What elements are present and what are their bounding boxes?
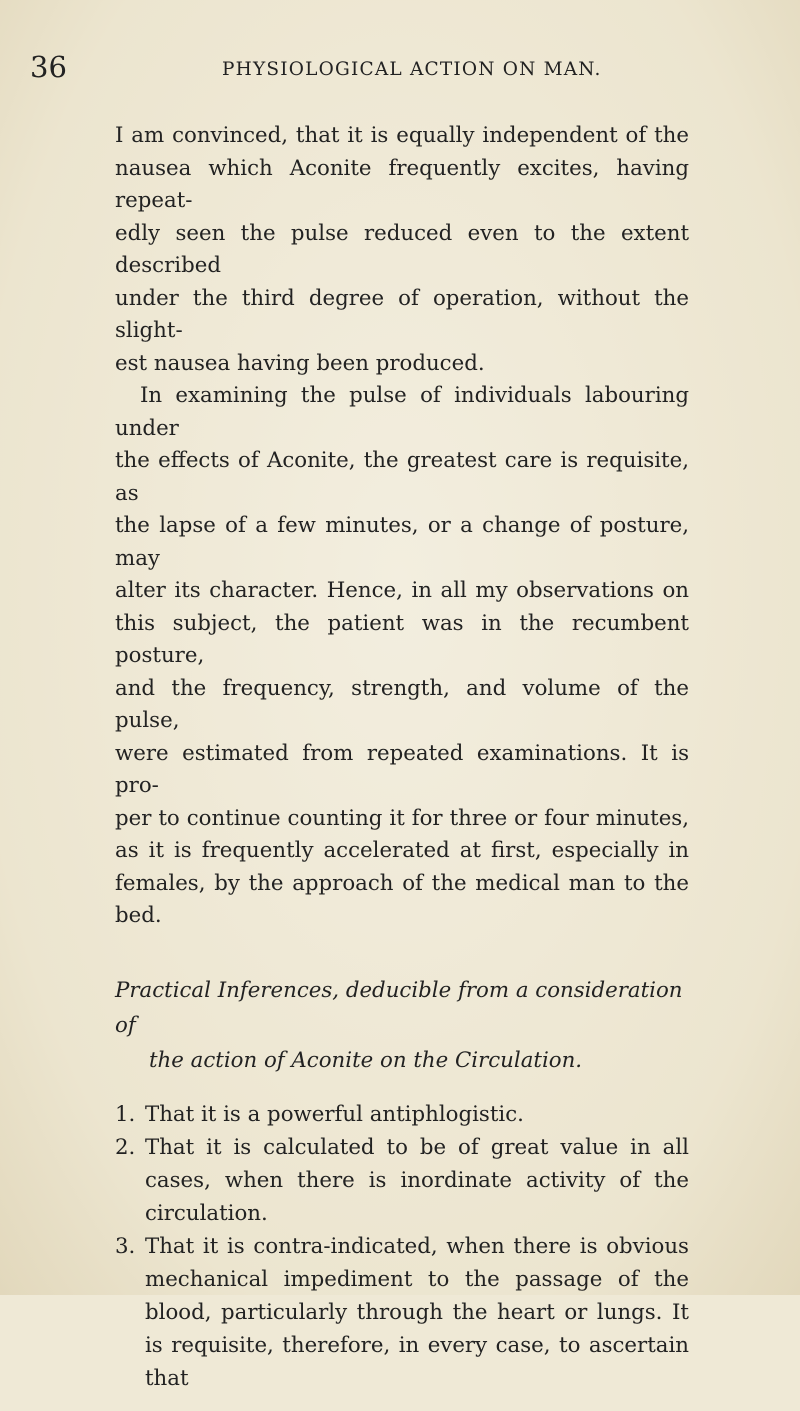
section-heading-line-2: the action of Aconite on the Circulation. xyxy=(149,1047,583,1073)
text-line: In examining the pulse of individuals labouring under xyxy=(115,383,689,441)
text-line: per to continue counting it for three or four minutes, xyxy=(115,805,689,831)
section-heading-line-1: Practical Inferences, deducible from a consideration of xyxy=(115,977,683,1038)
running-head: PHYSIOLOGICAL ACTION ON MAN. xyxy=(222,59,602,80)
text-line: bed. xyxy=(115,903,162,928)
list-item xyxy=(115,1230,689,1395)
text-line: and the frequency, strength, and volume of the pulse, xyxy=(115,675,689,733)
paragraph-1 xyxy=(115,120,689,380)
text-line: the lapse of a few minutes, or a change of posture, may xyxy=(115,513,689,571)
section-heading xyxy=(115,973,689,1078)
text-line: nausea which Aconite frequently excites, having repeat- xyxy=(115,155,689,213)
text-line: under the third degree of operation, without the slight- xyxy=(115,285,689,343)
text-line: the effects of Aconite, the greatest care is requisite, as xyxy=(115,448,689,506)
text-line: females, by the approach of the medical man to the xyxy=(115,870,689,896)
page-number: 36 xyxy=(30,50,67,84)
list-item-number: 3. xyxy=(115,1233,136,1259)
list-item-number: 2. xyxy=(115,1134,136,1160)
text-line: this subject, the patient was in the recumbent posture, xyxy=(115,610,689,668)
page-header xyxy=(30,50,730,84)
list-item-text: That it is calculated to be of great value in all cases, when there is inordinate activity of the circulation. xyxy=(145,1134,689,1226)
body-text xyxy=(115,120,689,1411)
text-line: were estimated from repeated examinations. It is pro- xyxy=(115,740,689,798)
text-line: as it is frequently accelerated at first, especially in xyxy=(115,838,689,863)
text-line: edly seen the pulse reduced even to the extent described xyxy=(115,220,689,278)
list-item xyxy=(115,1131,689,1230)
inferences-list xyxy=(115,1098,689,1395)
text-line: est nausea having been produced. xyxy=(115,350,485,376)
list-item-number: 1. xyxy=(115,1101,136,1127)
paragraph-2 xyxy=(115,380,689,933)
list-item xyxy=(115,1098,689,1131)
list-item-text: That it is a powerful antiphlogistic. xyxy=(145,1101,524,1127)
text-line: alter its character. Hence, in all my observations on xyxy=(115,578,689,603)
list-item-text: That it is contra-indicated, when there is obvious mechanical impediment to the passage of the blood, particularly through the heart or lungs. It is requisite, therefore, in every case, to ascertain that xyxy=(145,1233,689,1391)
text-line: I am convinced, that it is equally independent of the xyxy=(115,123,689,148)
